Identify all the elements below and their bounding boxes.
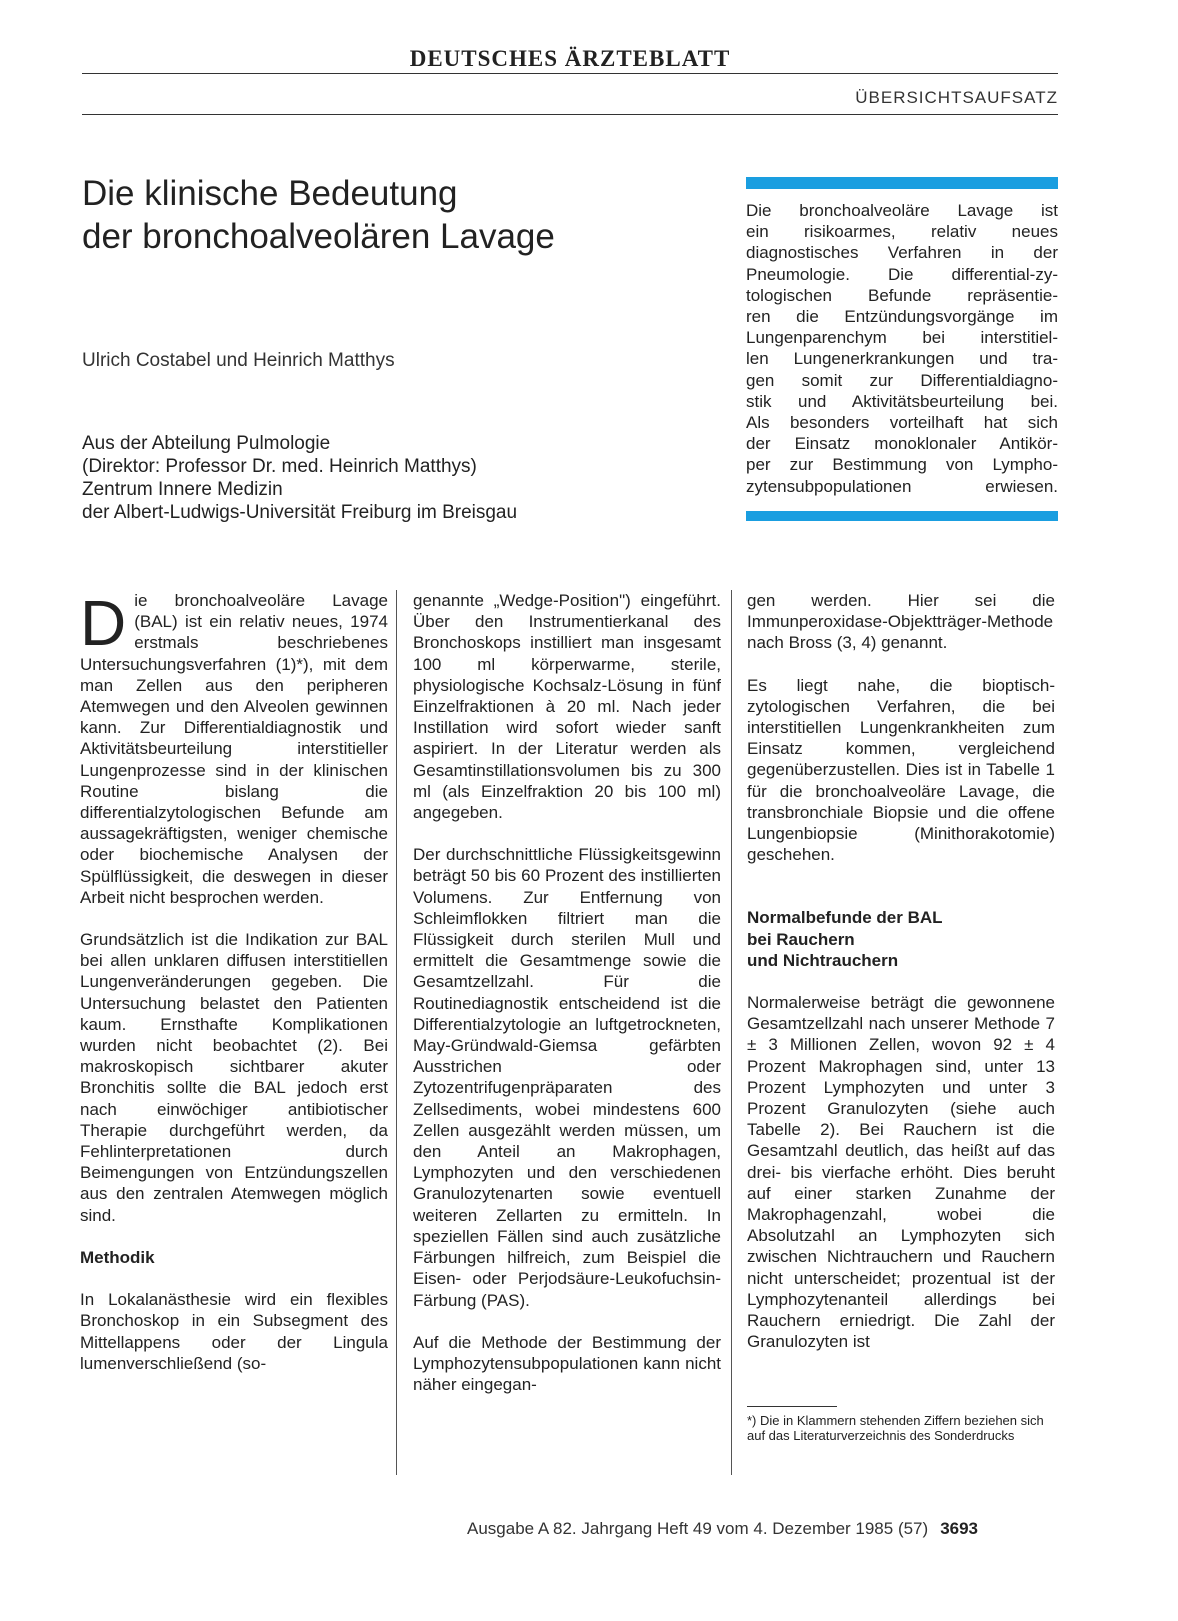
page-number: 3693 <box>940 1519 979 1538</box>
title-line: der bronchoalveolären Lavage <box>82 217 555 256</box>
abstract-line: ren die Entzündungsvorgänge im <box>746 307 1058 327</box>
abstract-line: tologischen Befunde repräsentie- <box>746 285 1058 305</box>
paragraph: Es liegt nahe, die bioptisch-zytologischen Verfahren, die bei interstitiellen Lungenkrankheiten zum Einsatz kommen, vergleichend gegenüberzustellen. Dies ist in Tabelle 1 für die bronchoalveoläre Lavage, die transbronchiale Biopsie und die offene Lungenbiopsie (Minithorakotomie) geschehen. <box>747 675 1055 865</box>
section-heading <box>747 907 1055 971</box>
abstract-top-bar <box>746 177 1058 189</box>
section-rule <box>82 114 1058 115</box>
masthead-rule <box>82 73 1058 74</box>
affiliation-line: Aus der Abteilung Pulmologie <box>82 433 331 454</box>
paragraph: In Lokalanästhesie wird ein flexibles Bronchoskop in ein Subsegment des Mittellappens oder der Lingula lumenverschließend (so- <box>80 1290 388 1373</box>
heading-line: Normalbefunde der BAL <box>747 908 943 928</box>
abstract-bottom-bar <box>746 511 1058 521</box>
paragraph: Der durchschnittliche Flüssigkeitsgewinn beträgt 50 bis 60 Prozent des instillierten Volumens. Zur Entfernung von Schleimflokken filtriert man die Flüssigkeit durch sterilen Mull und ermittelt die Gesamtmenge sowie die Gesamtzellzahl. Für die Routinediagnostik entscheidend ist die Differentialzytologie an luftgetrockneten, May-Gründwald-Giemsa gefärbten Ausstrichen oder Zytozentrifugenpräparaten des Zellsediments, wobei mindestens 600 Zellen ausgezählt werden müssen, um den Anteil an Makrophagen, Lymphozyten und den verschiedenen Granulozytenarten sowie eventuell weiteren Zellarten zu ermitteln. In speziellen Fällen sind auch zusätzliche Färbungen hilfreich, zum Beispiel die Eisen- oder Perjodsäure-Leukofuchsin-Färbung (PAS). <box>413 845 721 1310</box>
abstract-line: stik und Aktivitätsbeurteilung bei. <box>746 391 1058 411</box>
column-2 <box>413 590 721 1416</box>
abstract-line: gen somit zur Differentialdiagno- <box>746 370 1058 390</box>
abstract <box>746 200 1058 497</box>
heading-line: und Nichtrauchern <box>747 950 899 970</box>
title-line: Die klinische Bedeutung <box>82 174 458 213</box>
abstract-line: Lungenparenchym bei interstitiel- <box>746 328 1058 348</box>
affiliation-line: Zentrum Innere Medizin <box>82 479 283 500</box>
abstract-line: Als besonders vorteilhaft hat sich <box>746 413 1058 433</box>
paragraph: Grundsätzlich ist die Indikation zur BAL bei allen unklaren diffusen interstitiellen Lungenveränderungen gegeben. Die Untersuchung belastet den Patienten kaum. Ernsthafte Komplikationen wurden nicht beobachtet (2). Bei makroskopisch sichtbarer akuter Bronchitis sollte die BAL jedoch erst nach einwöchiger antibiotischer Therapie durchgeführt werden, da Fehlinterpretationen durch Beimengungen von Entzündungszellen aus den zentralen Atemwegen möglich sind. <box>80 930 388 1225</box>
paragraph-text: ie bronchoalveoläre Lavage (BAL) ist ein relativ neues, 1974 erstmals beschriebenes Untersuchungsverfahren (1)*), mit dem man Zellen aus den peripheren Atemwegen und den Alveolen gewinnen kann. Zur Differentialdiagnostik und Aktivitätsbeurteilung interstitieller Lungenprozesse sind in der klinischen Routine bislang die differentialzytologischen Befunde am aussagekräftigsten, weniger chemische oder biochemische Analysen der Spülflüssigkeit, die deswegen in dieser Arbeit nicht besprochen werden. <box>80 591 388 907</box>
column-divider <box>731 590 732 1475</box>
abstract-line: zytensubpopulationen erwiesen. <box>746 476 1058 496</box>
edition-info: Ausgabe A 82. Jahrgang Heft 49 vom 4. Dezember 1985 (57) <box>467 1519 929 1538</box>
column-3 <box>747 590 1055 1374</box>
heading-line: bei Rauchern <box>747 929 855 949</box>
paragraph: gen werden. Hier sei die Immunperoxidase-Objektträger-Methode nach Bross (3, 4) genannt. <box>747 591 1055 653</box>
abstract-line: per zur Bestimmung von Lympho- <box>746 455 1058 475</box>
paragraph: Auf die Methode der Bestimmung der Lymphozytensubpopulationen kann nicht näher eingegan- <box>413 1332 721 1395</box>
article-title <box>82 172 682 258</box>
drop-cap: D <box>80 587 127 659</box>
abstract-line: ein risikoarmes, relativ neues <box>746 222 1058 242</box>
paragraph <box>80 587 388 908</box>
authors: Ulrich Costabel und Heinrich Matthys <box>82 350 395 371</box>
paragraph: Normalerweise beträgt die gewonnene Gesamtzellzahl nach unserer Methode 7 ± 3 Millionen Zellen, wovon 92 ± 4 Prozent Makrophagen sind, unter 13 Prozent Lymphozyten und unter 3 Prozent Granulozyten (siehe auch Tabelle 2). Bei Rauchern ist die Gesamtzahl deutlich, das heißt auf das drei- bis vierfache erhöht. Dies beruht auf einer starken Zunahme der Makrophagenzahl, wobei die Absolutzahl an Lymphozyten sich zwischen Nichtrauchern und Rauchern nicht unterscheidet; prozentual ist der Lymphozytenanteil allerdings bei Rauchern erniedrigt. Die Zahl der Granulozyten ist <box>747 993 1055 1352</box>
paragraph: genannte „Wedge-Position") eingeführt. Über den Instrumentierkanal des Bronchoskops instilliert man insgesamt 100 ml körperwarme, sterile, physiologische Kochsalz-Lösung in fünf Einzelfraktionen à 20 ml. Nach jeder Instillation wird sofort wieder sanft aspiriert. In der Literatur werden als Gesamtinstillationsvolumen bis zu 300 ml (als Einzelfraktion 20 bis 100 ml) angegeben. <box>413 591 721 823</box>
column-1 <box>80 587 388 1395</box>
abstract-line: Pneumologie. Die differential-zy- <box>746 264 1058 284</box>
affiliation <box>82 432 517 524</box>
abstract-line: Die bronchoalveoläre Lavage ist <box>746 201 1058 220</box>
affiliation-line: (Direktor: Professor Dr. med. Heinrich Matthys) <box>82 456 477 477</box>
abstract-line: len Lungenerkrankungen und tra- <box>746 349 1058 369</box>
footnote: *) Die in Klammern stehenden Ziffern beziehen sich auf das Literaturverzeichnis des Sonderdrucks <box>747 1413 1044 1443</box>
abstract-line: der Einsatz monoklonaler Antikör- <box>746 434 1058 454</box>
section-heading: Methodik <box>80 1247 155 1267</box>
section-label: ÜBERSICHTSAUFSATZ <box>855 88 1058 107</box>
footnote-rule <box>747 1406 837 1407</box>
affiliation-line: der Albert-Ludwigs-Universität Freiburg im Breisgau <box>82 502 518 523</box>
abstract-line: diagnostisches Verfahren in der <box>746 243 1058 263</box>
column-divider <box>396 590 397 1475</box>
masthead: DEUTSCHES ÄRZTEBLATT <box>409 46 731 71</box>
page-footer <box>467 1519 978 1539</box>
